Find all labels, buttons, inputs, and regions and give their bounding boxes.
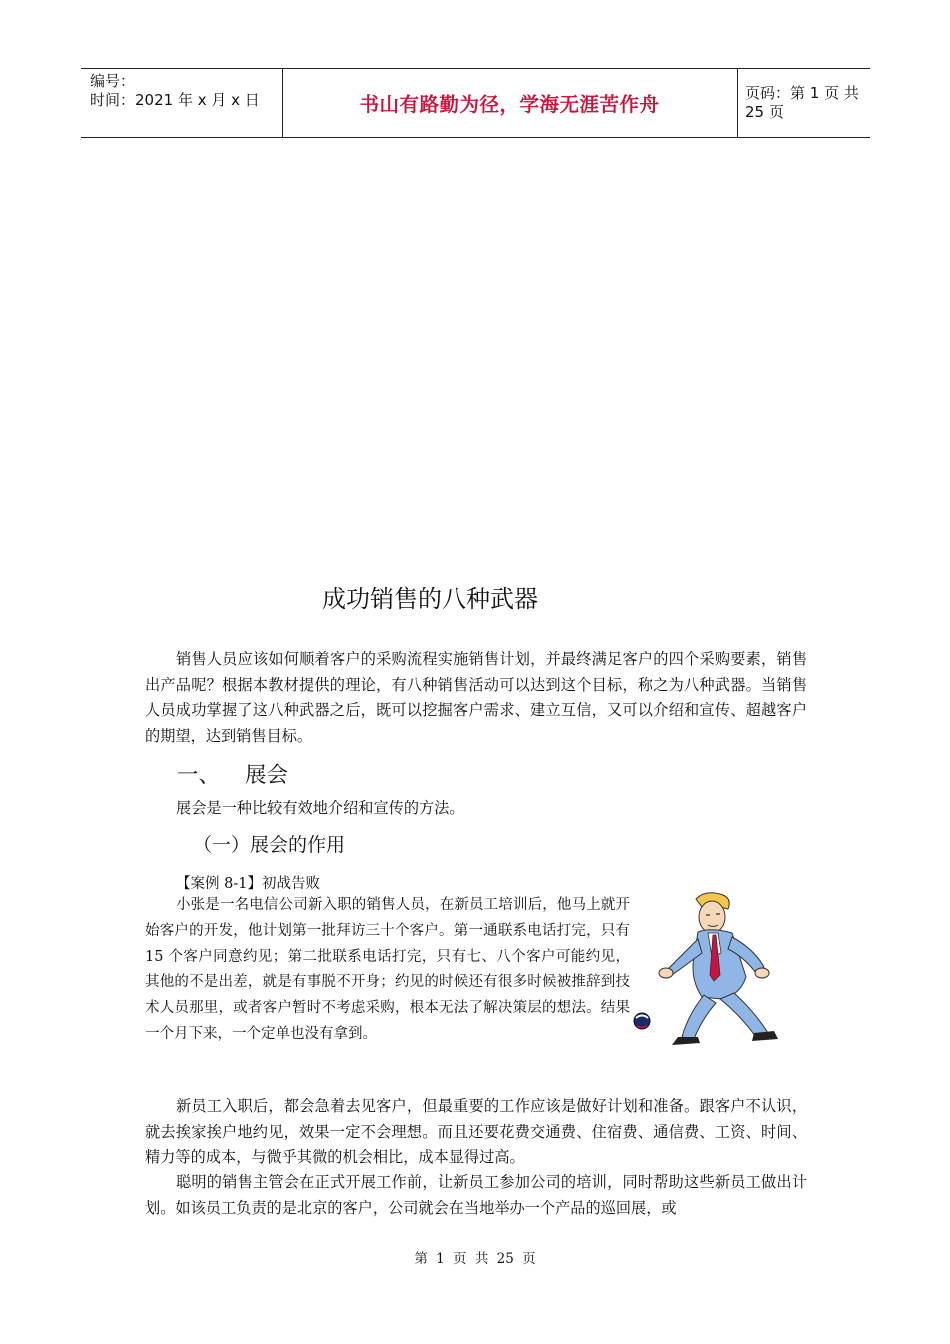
section-paragraph: 展会是一种比较有效地介绍和宣传的方法。	[176, 799, 465, 817]
header-page-cell	[737, 69, 870, 137]
page-info: 页码：第 1 页 共 25 页	[745, 84, 859, 121]
subsection-heading: （一）展会的作用	[193, 834, 346, 856]
salesman-illustration	[628, 887, 810, 1057]
section-title: 展会	[245, 763, 289, 788]
intro-paragraph: 销售人员应该如何顺着客户的采购流程实施销售计划，并最终满足客户的四个采购要素，销售出产品呢？根据本教材提供的理论，有八种销售活动可以达到这个目标，称之为八种武器。当销售人员成功掌握了这八种武器之后，既可以挖掘客户需求、建立互信，又可以介绍和宣传、超越客户的期望，达到销售目标。	[145, 650, 807, 745]
motto: 书山有路勤为径，学海无涯苦作舟	[359, 93, 660, 116]
header-meta-cell	[81, 69, 283, 137]
document-title: 成功销售的八种武器	[322, 585, 538, 613]
time-label: 时间：2021 年 x 月 x 日	[90, 91, 260, 109]
header-motto-cell	[282, 69, 738, 137]
page-footer: 第 1 页 共 25 页	[414, 1251, 536, 1267]
header-table	[81, 68, 870, 138]
case-label: 【案例 8-1】初战告败	[176, 876, 320, 892]
body-paragraph-2: 新员工入职后，都会急着去见客户，但最重要的工作应该是做好计划和准备。跟客户不认识，就去挨家挨户地约见，效果一定不会理想。而且还要花费交通费、住宿费、通信费、工资、时间、精力等的成本，与微乎其微的机会相比，成本显得过高。	[145, 1097, 807, 1166]
section-number: 一、	[177, 763, 221, 788]
serial-label: 编号：	[90, 72, 136, 90]
body-paragraph-3: 聪明的销售主管会在正式开展工作前，让新员工参加公司的培训，同时帮助这些新员工做出计划。如该员工负责的是北京的客户，公司就会在当地举办一个产品的巡回展，或	[145, 1173, 807, 1217]
case-paragraph: 小张是一名电信公司新入职的销售人员，在新员工培训后，他马上就开始客户的开发，他计划第一批拜访三十个客户。第一通联系电话打完，只有 15 个客户同意约见；第二批联系电话打完，只有七、八个客户可能约见，其他的不是出差，就是有事脱不开身；约见的时候还有很多时候被推辞到技术人员那里，或者客户暂时不考虑采购，根本无法了解决策层的想法。结果一个月下来，一个定单也没有拿到。	[145, 897, 630, 1042]
section-heading	[177, 758, 288, 789]
